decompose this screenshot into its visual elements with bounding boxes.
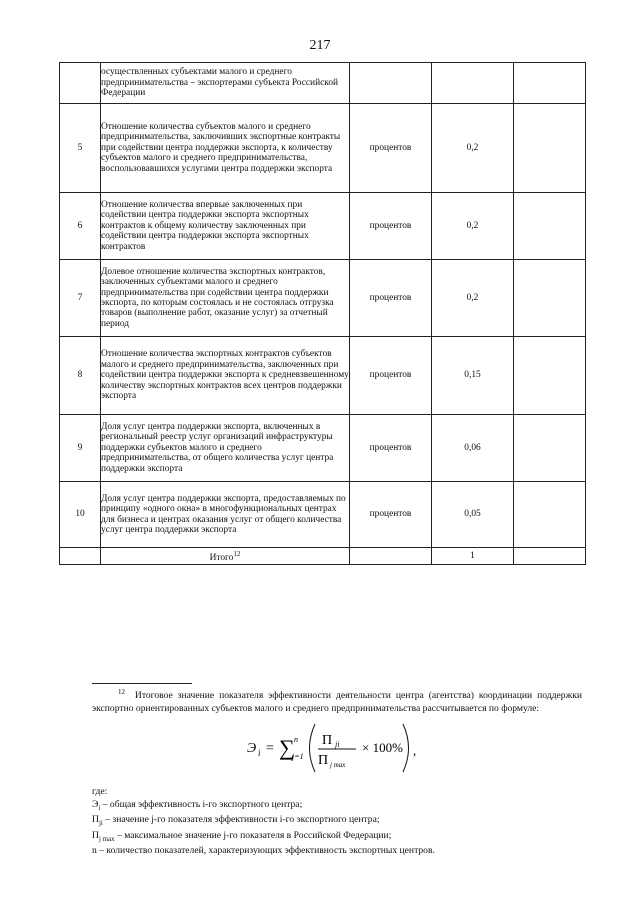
- table-row: [60, 482, 586, 548]
- weight-cell: 0,2: [432, 193, 514, 260]
- weight-cell: 0,06: [432, 415, 514, 482]
- formula-right-paren: [403, 724, 409, 772]
- weight-cell: 0,2: [432, 260, 514, 337]
- row-number: [60, 63, 101, 104]
- formula-lhs: Э: [247, 741, 257, 756]
- formula-equals: =: [266, 741, 274, 756]
- table-row: [60, 260, 586, 337]
- footnote-marker: 12: [118, 688, 125, 696]
- total-label: Итого$^{12}$: [101, 548, 350, 565]
- row-number: 7: [60, 260, 101, 337]
- legend-intro: где:: [92, 786, 108, 797]
- row-number: 10: [60, 482, 101, 548]
- weight-cell: 0,2: [432, 104, 514, 193]
- table-row: [60, 337, 586, 415]
- formula-sum-upper: n: [294, 735, 298, 744]
- empty-cell: [514, 104, 586, 193]
- indicator-text: Доля услуг центра поддержки экспорта, предоставляемых по принципу «одного окна» в многофункциональных центрах для бизнеса и центрах оказания услуг от общего количества услуг центра поддержки экспорта: [101, 482, 350, 548]
- formula-numerator-sub: ji: [335, 740, 340, 749]
- unit-cell: [350, 63, 432, 104]
- unit-cell: процентов: [350, 482, 432, 548]
- unit-cell: процентов: [350, 415, 432, 482]
- efficiency-formula: [0, 718, 640, 778]
- formula-sum-lower: j=1: [292, 752, 304, 761]
- indicator-text: Отношение количества субъектов малого и среднего предпринимательства, заключивших экспортные контракты при содействии центра поддержки экспорта, к количеству субъектов малого и среднего предпринимательства, воспользовавшихся услугами центра поддержки экспорта: [101, 104, 350, 193]
- footnote-ref: 12: [233, 549, 241, 558]
- row-number: 5: [60, 104, 101, 193]
- footnote-text: Итоговое значение показателя эффективности деятельности центра (агентства) координации поддержки экспортно ориентированных субъектов малого и среднего предпринимательства рассчитывается по формуле:: [92, 690, 582, 715]
- total-row: [60, 548, 586, 565]
- row-number: 9: [60, 415, 101, 482]
- unit-cell: процентов: [350, 104, 432, 193]
- formula-sum-sign: ∑: [279, 735, 295, 760]
- weight-cell: 0,05: [432, 482, 514, 548]
- unit-cell: процентов: [350, 260, 432, 337]
- formula-left-paren: [310, 724, 316, 772]
- row-number: 8: [60, 337, 101, 415]
- page-number: 217: [309, 38, 331, 53]
- empty-cell: [350, 548, 432, 565]
- indicators-table: [59, 62, 586, 565]
- legend-item: $П_{ji}$ – значение j-го показателя эффективности i-го экспортного центра;: [92, 814, 380, 827]
- formula-numerator: П: [322, 733, 333, 748]
- table-row: [60, 415, 586, 482]
- table-row: [60, 63, 586, 104]
- empty-cell: [60, 548, 101, 565]
- empty-cell: [514, 482, 586, 548]
- empty-cell: [514, 337, 586, 415]
- formula-comma: ,: [413, 743, 417, 758]
- empty-cell: [514, 548, 586, 565]
- formula-lhs-sub: i: [258, 748, 261, 758]
- table-row: [60, 193, 586, 260]
- indicator-text: Доля услуг центра поддержки экспорта, включенных в региональный реестр услуг организаций инфраструктуры поддержки субъектов малого и среднего предпринимательства, от общего количества услуг центра поддержки экспорта: [101, 415, 350, 482]
- weight-cell: 0,15: [432, 337, 514, 415]
- formula-denominator: П: [318, 753, 329, 768]
- unit-cell: процентов: [350, 193, 432, 260]
- legend-item: $Э_i$ – общая эффективность i-го экспортного центра;: [92, 798, 303, 812]
- formula-multiplier: × 100%: [362, 740, 403, 755]
- row-number: 6: [60, 193, 101, 260]
- footnote-separator: [92, 683, 192, 684]
- legend-item: $П_{j max}$ – максимальное значение j-го показателя в Российской Федерации;: [92, 829, 392, 843]
- empty-cell: [514, 193, 586, 260]
- table-row: [60, 104, 586, 193]
- formula-legend: [92, 786, 592, 861]
- formula-denominator-sub: j max: [330, 761, 346, 769]
- empty-cell: [514, 415, 586, 482]
- indicator-text: Отношение количества впервые заключенных при содействии центра поддержки экспорта экспортных контрактов к общему количеству заключенных при содействии центра поддержки экспорта экспортных контрактов: [101, 193, 350, 260]
- empty-cell: [514, 260, 586, 337]
- legend-item: n – количество показателей, характеризующих эффективность экспортных центров.: [92, 845, 435, 857]
- empty-cell: [514, 63, 586, 104]
- footnote: [92, 686, 582, 715]
- weight-cell: [432, 63, 514, 104]
- unit-cell: процентов: [350, 337, 432, 415]
- total-value: 1: [432, 548, 514, 565]
- indicator-text: осуществленных субъектами малого и среднего предпринимательства – экспортерами субъекта Российской Федерации: [101, 63, 350, 104]
- indicator-text: Долевое отношение количества экспортных контрактов, заключенных субъектами малого и среднего предпринимательства при содействии центра поддержки экспорта, по которым состоялась и не состоялась отгрузка товаров (выполнение работ, оказание услуг) за отчетный период: [101, 260, 350, 337]
- indicator-text: Отношение количества экспортных контрактов субъектов малого и среднего предпринимательства, заключенных при содействии центра поддержки экспорта к средневзвешенному количеству экспортных контрактов всех центров поддержки экспорта: [101, 337, 350, 415]
